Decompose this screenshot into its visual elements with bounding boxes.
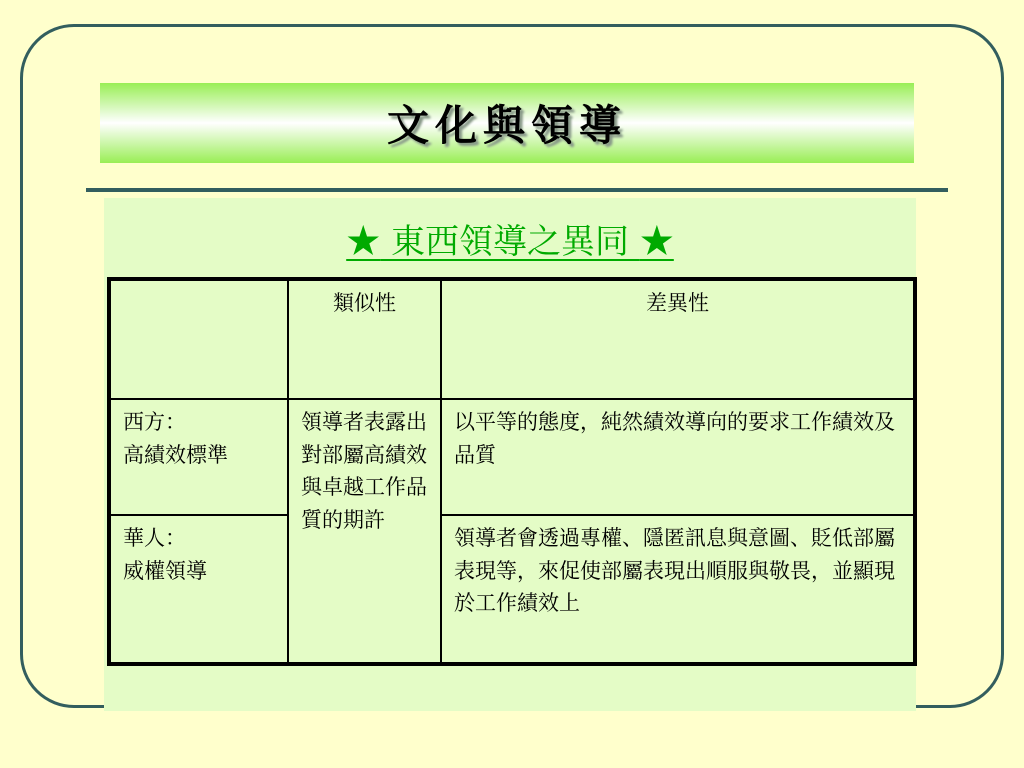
table-row <box>109 515 915 664</box>
title-banner <box>100 83 914 163</box>
row-label-line: 高績效標準 <box>123 442 228 467</box>
row-label-western <box>109 399 288 515</box>
row-label-line: 華人： <box>123 526 186 550</box>
divider-line <box>86 188 948 192</box>
star-icon: ★ <box>346 222 381 262</box>
table-header-row <box>109 279 915 399</box>
row-label-chinese <box>109 515 288 664</box>
difference-cell: 以平等的態度，純然績效導向的要求工作績效及品質 <box>441 399 915 515</box>
section-subtitle <box>104 214 916 263</box>
subtitle-text: 東西領導之異同 <box>380 222 640 262</box>
slide-title: 文化與領導 <box>386 101 627 150</box>
difference-cell: 領導者會透過專權、隱匿訊息與意圖、貶低部屬表現等，來促使部屬表現出順服與敬畏，並顯現於工作績效上 <box>441 515 915 664</box>
similarity-cell: 領導者表露出對部屬高績效與卓越工作品質的期許 <box>288 399 441 664</box>
subtitle-underline <box>346 222 674 262</box>
row-label-line: 威權領導 <box>123 558 207 583</box>
header-cell-similarity: 類似性 <box>288 279 441 399</box>
table-row <box>109 399 915 515</box>
row-label-line: 西方： <box>123 410 186 434</box>
comparison-table <box>107 277 917 666</box>
star-icon: ★ <box>639 222 674 262</box>
header-cell-empty <box>109 279 288 399</box>
header-cell-difference: 差異性 <box>441 279 915 399</box>
